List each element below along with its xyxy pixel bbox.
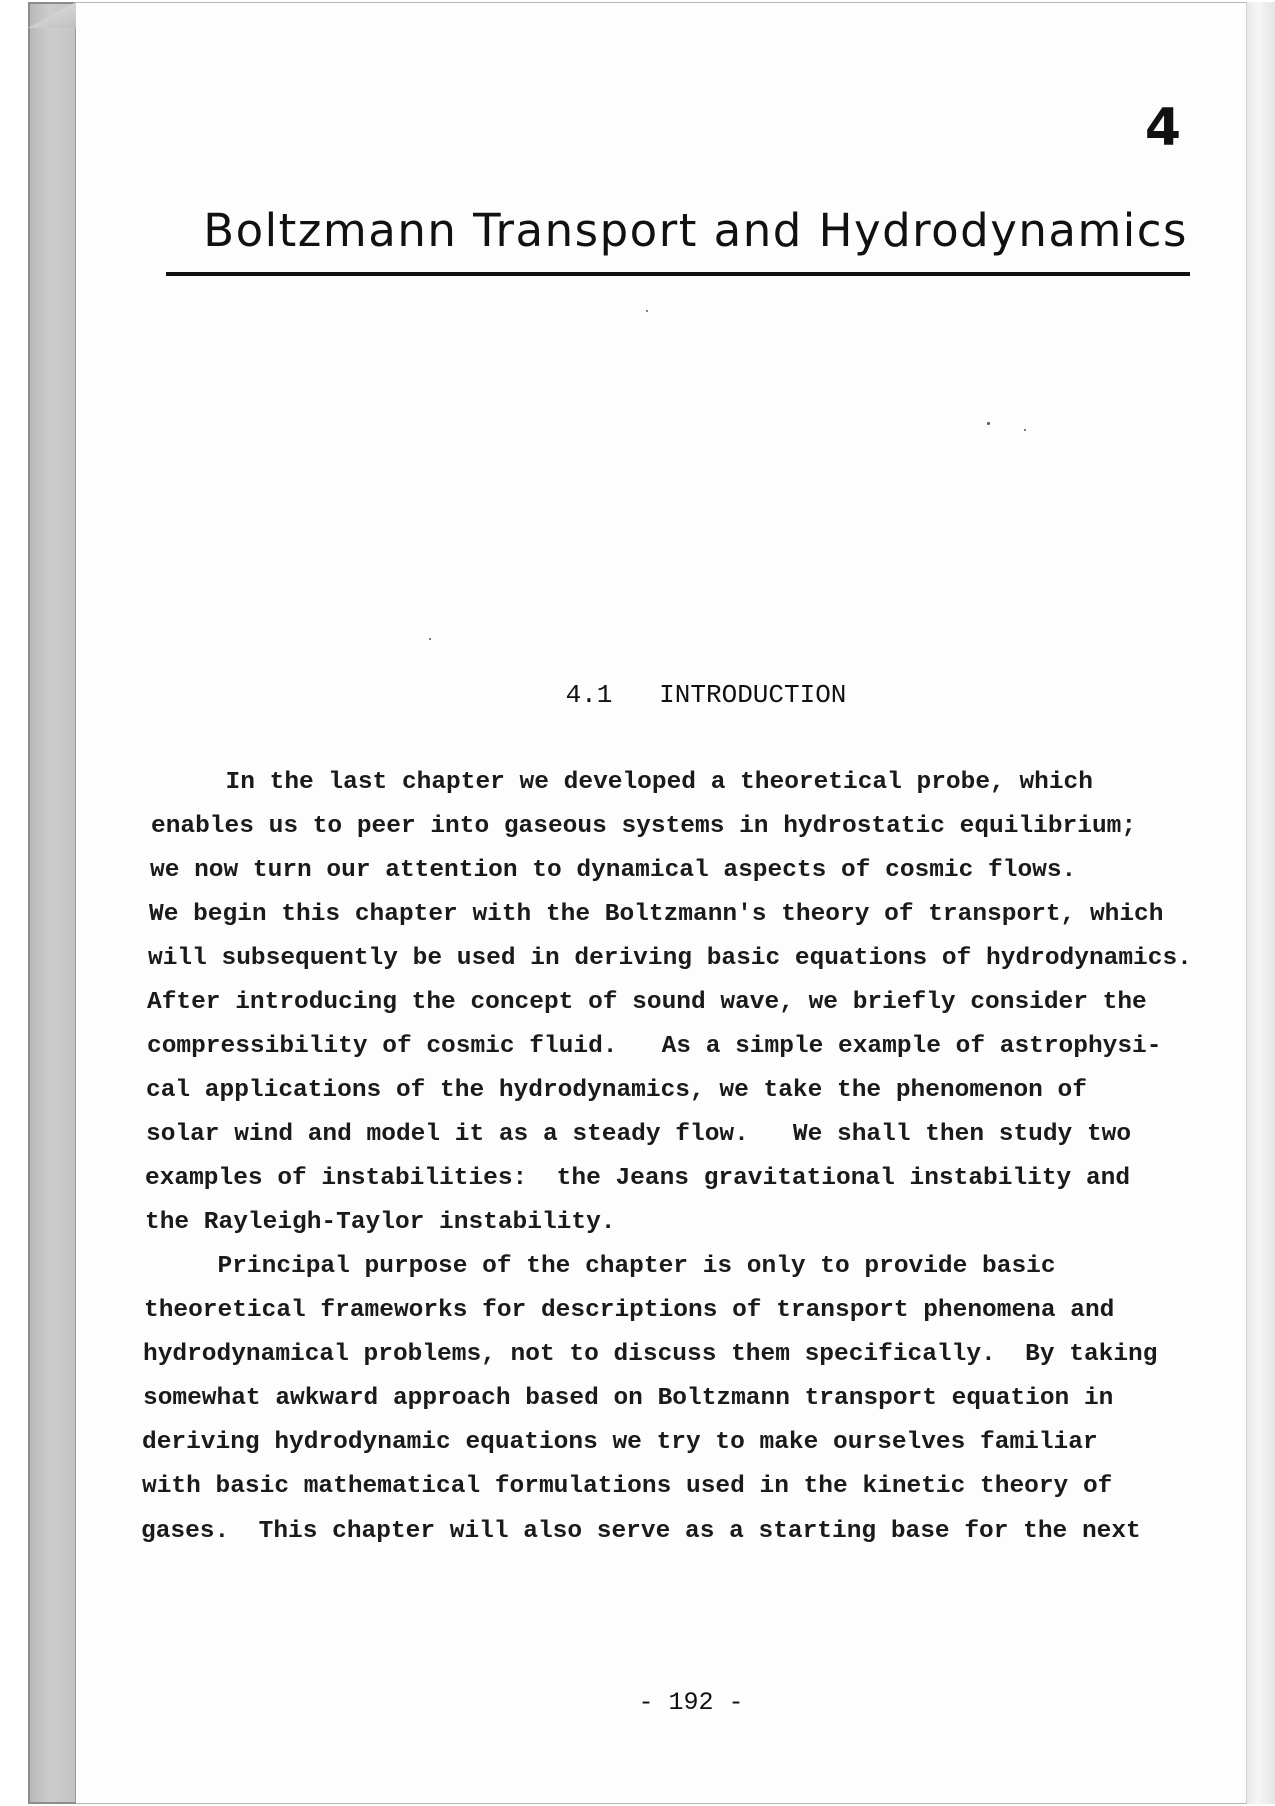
body-line: examples of instabilities: the Jeans gravitational instability and bbox=[145, 1165, 1131, 1192]
scan-speck bbox=[429, 638, 431, 640]
scan-speck bbox=[1024, 429, 1026, 431]
body-line: the Rayleigh-Taylor instability. bbox=[145, 1209, 616, 1236]
section-heading: 4.1 INTRODUCTION bbox=[565, 680, 847, 710]
body-line: theoretical frameworks for descriptions of transport phenomena and bbox=[144, 1297, 1115, 1324]
book-spine bbox=[28, 2, 76, 1804]
body-line: solar wind and model it as a steady flow. We shall then study two bbox=[146, 1121, 1132, 1148]
body-line: we now turn our attention to dynamical aspects of cosmic flows. bbox=[150, 857, 1077, 884]
body-line: Principal purpose of the chapter is only to provide basic bbox=[144, 1253, 1056, 1280]
body-line: enables us to peer into gaseous systems in hydrostatic equilibrium; bbox=[151, 813, 1137, 840]
page-number: - 192 - bbox=[638, 1688, 744, 1717]
body-line: hydrodynamical problems, not to discuss them specifically. By taking bbox=[143, 1341, 1158, 1368]
chapter-title: Boltzmann Transport and Hydrodynamics bbox=[203, 204, 1188, 257]
chapter-number: 4 bbox=[1144, 98, 1182, 158]
scan-speck bbox=[646, 310, 648, 312]
body-line: deriving hydrodynamic equations we try to make ourselves familiar bbox=[142, 1429, 1098, 1456]
body-line: compressibility of cosmic fluid. As a simple example of astrophysi- bbox=[147, 1033, 1162, 1060]
body-line: will subsequently be used in deriving basic equations of hydrodynamics. bbox=[148, 945, 1192, 972]
body-line: somewhat awkward approach based on Boltzmann transport equation in bbox=[143, 1385, 1114, 1412]
body-line: with basic mathematical formulations used in the kinetic theory of bbox=[142, 1473, 1113, 1500]
scan-speck bbox=[987, 422, 990, 425]
body-line: We begin this chapter with the Boltzmann's theory of transport, which bbox=[149, 901, 1164, 928]
body-line: After introducing the concept of sound wave, we briefly consider the bbox=[147, 989, 1147, 1016]
title-underline bbox=[166, 272, 1190, 276]
body-line: cal applications of the hydrodynamics, we take the phenomenon of bbox=[146, 1077, 1087, 1104]
body-line: In the last chapter we developed a theoretical probe, which bbox=[152, 769, 1093, 796]
page-edge bbox=[1246, 2, 1275, 1804]
body-line: gases. This chapter will also serve as a starting base for the next bbox=[141, 1518, 1141, 1545]
